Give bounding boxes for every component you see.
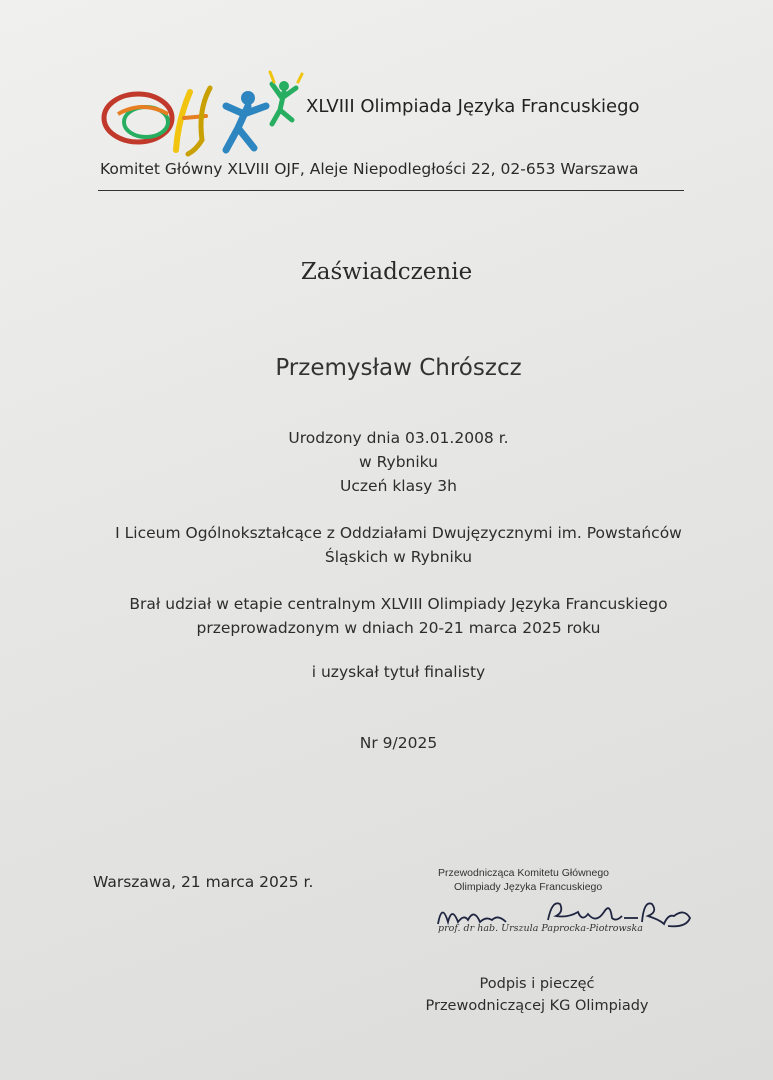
birth-date: Urodzony dnia 03.01.2008 r. <box>288 429 509 447</box>
olympiad-title: XLVIII Olimpiada Języka Francuskiego <box>306 96 640 117</box>
header-divider <box>98 190 684 191</box>
birth-place: w Rybniku <box>359 453 438 471</box>
sign-caption-line1: Podpis i pieczęć <box>479 976 595 992</box>
place-and-date: Warszawa, 21 marca 2025 r. <box>93 873 314 891</box>
participation-line2: przeprowadzonym w dniach 20-21 marca 2025 roku <box>196 619 601 637</box>
stamp-printed-name: prof. dr hab. Urszula Paprocka-Piotrowska <box>438 923 643 934</box>
document-title: Zaświadczenie <box>300 259 473 285</box>
stamp-line2: Olimpiady Języka Francuskiego <box>454 881 603 893</box>
participation-line1: Brał udział w etapie centralnym XLVIII Olimpiady Języka Francuskiego <box>129 595 668 613</box>
committee-address: Komitet Główny XLVIII OJF, Aleje Niepodległości 22, 02-653 Warszawa <box>100 160 639 178</box>
stamp-line1: Przewodnicząca Komitetu Głównego <box>438 867 610 879</box>
recipient-name: Przemysław Chrószcz <box>275 355 522 381</box>
result-text: i uzyskał tytuł finalisty <box>311 663 486 681</box>
olympiad-logo <box>98 70 308 160</box>
school-name-line2: Śląskich w Rybniku <box>324 548 473 566</box>
school-name-line1: I Liceum Ogólnokształcące z Oddziałami Dwujęzycznymi im. Powstańców <box>115 524 682 542</box>
sign-caption-line2: Przewodniczącej KG Olimpiady <box>425 998 649 1014</box>
certificate-number: Nr 9/2025 <box>359 734 438 752</box>
student-class: Uczeń klasy 3h <box>340 477 457 495</box>
